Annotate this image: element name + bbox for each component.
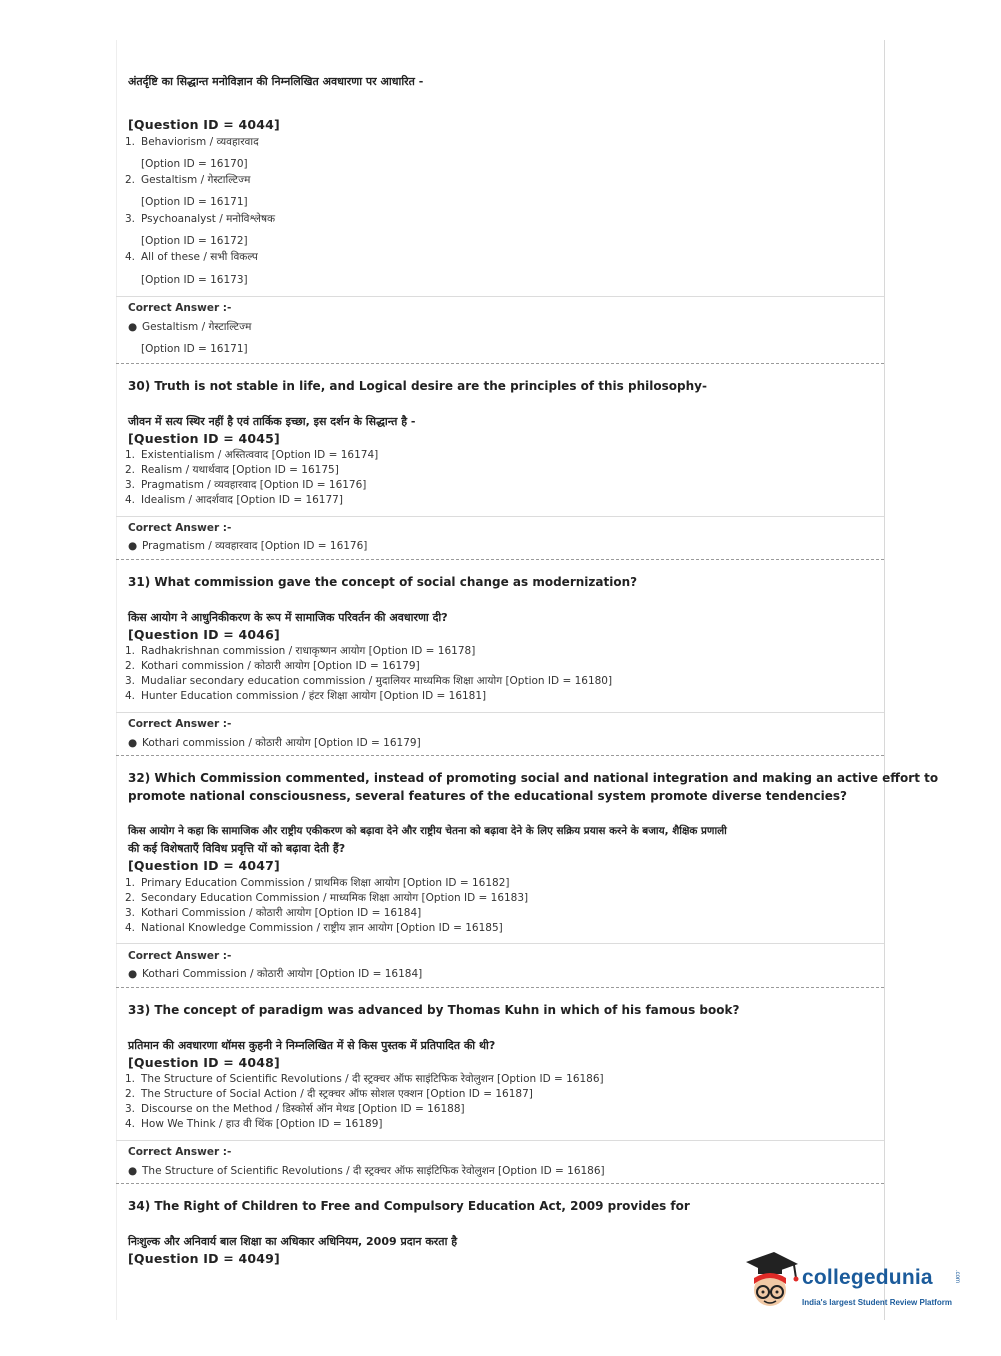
- q34-hindi-text: निःशुल्क और अनिवार्य बाल शिक्षा का अधिकार अधिनियम, 2009 प्रदान करता है: [128, 1235, 458, 1248]
- q29-option-3: 3. Psychoanalyst / मनोविश्लेषक: [125, 213, 276, 225]
- question-separator: [116, 363, 884, 364]
- q31-correct-answer: ● Kothari commission / कोठारी आयोग [Option ID = 16179]: [128, 737, 421, 749]
- q31-correct-answer-label: Correct Answer :-: [128, 718, 232, 730]
- bullet-icon: ●: [128, 321, 138, 333]
- q32-correct-answer: ● Kothari Commission / कोठारी आयोग [Option ID = 16184]: [128, 968, 423, 980]
- q30-hindi-text: जीवन में सत्य स्थिर नहीं है एवं तार्किक इच्छा, इस दर्शन के सिद्धान्त है -: [128, 415, 416, 428]
- question-separator: [116, 987, 884, 988]
- q29-option-1: 1. Behaviorism / व्यवहारवाद: [125, 136, 259, 148]
- q29-correct-answer: ● Gestaltism / गेस्टाल्टिज्म: [128, 321, 252, 333]
- q32-title-line-1: 32) Which Commission commented, instead of promoting social and national integration and making an active effort to: [128, 771, 939, 785]
- q29-hindi-text: अंतर्दृष्टि का सिद्धान्त मनोविज्ञान की निम्नलिखित अवधारणा पर आधारित -: [128, 75, 424, 88]
- divider: [116, 296, 884, 297]
- bullet-icon: ●: [128, 968, 138, 980]
- q34-title: 34) The Right of Children to Free and Compulsory Education Act, 2009 provides for: [128, 1199, 690, 1213]
- q31-option-4: 4. Hunter Education commission / हंटर शिक्षा आयोग [Option ID = 16181]: [125, 690, 487, 702]
- q30-question-id: [Question ID = 4045]: [128, 431, 280, 446]
- q34-question-id: [Question ID = 4049]: [128, 1251, 280, 1266]
- q29-correct-answer-id: [Option ID = 16171]: [141, 343, 248, 355]
- q32-hindi-line-2: की कई विशेषताएँ विविध प्रवृत्ति यों को बढ़ावा देती हैं?: [128, 842, 346, 855]
- q33-hindi-text: प्रतिमान की अवधारणा थॉमस कुहनी ने निम्नलिखित में से किस पुस्तक में प्रतिपादित की थी?: [128, 1039, 496, 1052]
- q33-title: 33) The concept of paradigm was advanced by Thomas Kuhn in which of his famous book?: [128, 1003, 740, 1017]
- bullet-icon: ●: [128, 737, 138, 749]
- q29-option-3-id: [Option ID = 16172]: [141, 235, 248, 247]
- q33-option-2: 2. The Structure of Social Action / दी स्ट्रक्चर ऑफ सोशल एक्शन [Option ID = 16187]: [125, 1088, 533, 1100]
- q30-option-2: 2. Realism / यथार्थवाद [Option ID = 16175]: [125, 464, 339, 476]
- q31-option-1: 1. Radhakrishnan commission / राधाकृष्णन आयोग [Option ID = 16178]: [125, 645, 476, 657]
- q30-option-4: 4. Idealism / आदर्शवाद [Option ID = 16177]: [125, 494, 343, 506]
- q29-option-2: 2. Gestaltism / गेस्टाल्टिज्म: [125, 174, 251, 186]
- bullet-icon: ●: [128, 1165, 138, 1177]
- question-separator: [116, 755, 884, 756]
- q32-option-3: 3. Kothari Commission / कोठारी आयोग [Option ID = 16184]: [125, 907, 422, 919]
- bullet-icon: ●: [128, 540, 138, 552]
- divider: [116, 1140, 884, 1141]
- q33-option-4: 4. How We Think / हाउ वी थिंक [Option ID = 16189]: [125, 1118, 383, 1130]
- q32-hindi-line-1: किस आयोग ने कहा कि सामाजिक और राष्ट्रीय एकीकरण को बढ़ावा देने और राष्ट्रीय चेतना को बढ़ावा देने के लिए सक्रिय प्रयास करने के बजाय, शैक्षिक प्रणाली: [128, 825, 727, 837]
- q33-correct-answer-label: Correct Answer :-: [128, 1146, 232, 1158]
- question-separator: [116, 559, 884, 560]
- q32-correct-answer-label: Correct Answer :-: [128, 950, 232, 962]
- q33-option-1: 1. The Structure of Scientific Revolutions / दी स्ट्रक्चर ऑफ साइंटिफिक रेवोलुशन [Option ID = 16186]: [125, 1073, 604, 1085]
- page-right-border: [884, 40, 885, 1320]
- q30-title: 30) Truth is not stable in life, and Logical desire are the principles of this philosophy-: [128, 379, 707, 393]
- logo-domain-suffix: .com: [954, 1270, 960, 1284]
- q31-option-3: 3. Mudaliar secondary education commission / मुदालियर माध्यमिक शिक्षा आयोग [Option ID = 16180]: [125, 675, 613, 687]
- divider: [116, 712, 884, 713]
- q30-correct-answer-label: Correct Answer :-: [128, 522, 232, 534]
- q29-question-id: [Question ID = 4044]: [128, 117, 280, 132]
- q29-option-1-id: [Option ID = 16170]: [141, 158, 248, 170]
- q31-hindi-text: किस आयोग ने आधुनिकीकरण के रूप में सामाजिक परिवर्तन की अवधारणा दी?: [128, 611, 448, 624]
- q32-question-id: [Question ID = 4047]: [128, 858, 280, 873]
- question-separator: [116, 1183, 884, 1184]
- q31-title: 31) What commission gave the concept of social change as modernization?: [128, 575, 638, 589]
- divider: [116, 516, 884, 517]
- logo-tagline: India's largest Student Review Platform: [802, 1298, 952, 1307]
- q30-option-1: 1. Existentialism / अस्तित्ववाद [Option ID = 16174]: [125, 449, 379, 461]
- divider: [116, 943, 884, 944]
- q29-option-4: 4. All of these / सभी विकल्प: [125, 251, 258, 263]
- collegedunia-logo[interactable]: [740, 1248, 970, 1314]
- q30-correct-answer: ● Pragmatism / व्यवहारवाद [Option ID = 16176]: [128, 540, 368, 552]
- q33-question-id: [Question ID = 4048]: [128, 1055, 280, 1070]
- q29-option-4-id: [Option ID = 16173]: [141, 274, 248, 286]
- q31-question-id: [Question ID = 4046]: [128, 627, 280, 642]
- q32-title-line-2: promote national consciousness, several features of the educational system promote diverse tendencies?: [128, 789, 847, 803]
- q32-option-2: 2. Secondary Education Commission / माध्यमिक शिक्षा आयोग [Option ID = 16183]: [125, 892, 529, 904]
- q29-correct-answer-label: Correct Answer :-: [128, 302, 232, 314]
- q32-option-4: 4. National Knowledge Commission / राष्ट्रीय ज्ञान आयोग [Option ID = 16185]: [125, 922, 503, 934]
- q31-option-2: 2. Kothari commission / कोठारी आयोग [Option ID = 16179]: [125, 660, 420, 672]
- q30-option-3: 3. Pragmatism / व्यवहारवाद [Option ID = 16176]: [125, 479, 367, 491]
- q33-option-3: 3. Discourse on the Method / डिस्कोर्स ऑन मेथड [Option ID = 16188]: [125, 1103, 465, 1115]
- logo-wordmark: collegedunia: [802, 1266, 933, 1289]
- q33-correct-answer: ● The Structure of Scientific Revolutions / दी स्ट्रक्चर ऑफ साइंटिफिक रेवोलुशन [Option ID = 16186]: [128, 1165, 605, 1177]
- question-paper-page: [116, 40, 939, 1320]
- q32-option-1: 1. Primary Education Commission / प्राथमिक शिक्षा आयोग [Option ID = 16182]: [125, 877, 510, 889]
- q29-option-2-id: [Option ID = 16171]: [141, 196, 248, 208]
- mascot-icon: [740, 1248, 802, 1314]
